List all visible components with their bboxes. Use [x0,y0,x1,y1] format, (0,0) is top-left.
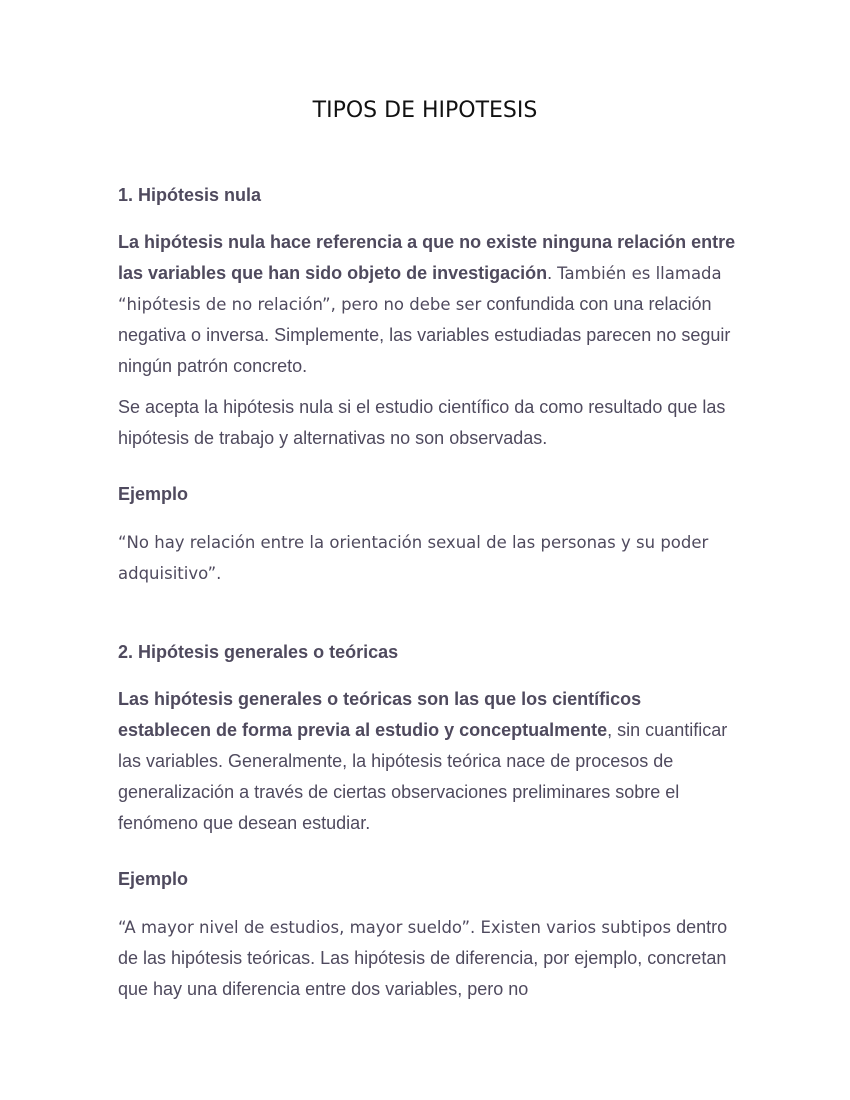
example-rest-text-2: dentro de las hipótesis teóricas. Las hipótesis de diferencia, por ejemplo, concretan que hay una diferencia entre dos variables, pero no [118,917,728,999]
definition-period: . [547,263,553,283]
definition-rest-text-2: , sin cuantificar las variables. Generalmente, la hipótesis teórica nace de procesos de generalización a través de ciertas observaciones preliminares sobre el fenómeno que desean estudiar. [118,720,728,833]
paragraph-hipotesis-generales-definition [118,684,738,839]
paragraph-ejemplo-1 [118,527,738,589]
paragraph-hipotesis-nula-acceptance: Se acepta la hipótesis nula si el estudio científico da como resultado que las hipótesis de trabajo y alternativas no son observadas. [118,397,726,448]
definition-rest-text: confundida con una relación negativa o inversa. Simplemente, las variables estudiadas parecen no seguir ningún patrón concreto. [118,294,731,376]
section-heading-ejemplo-1: Ejemplo [118,484,189,504]
section-heading-hipotesis-nula: 1. Hipótesis nula [118,185,262,205]
section-heading-ejemplo-2: Ejemplo [118,869,189,889]
definition-continuation-text: También es llamada “hipótesis de no relación”, pero no debe ser [118,264,722,314]
example-quote-text: “No hay relación entre la orientación sexual de las personas y su poder adquisitivo”. [118,533,709,583]
bold-definition-text-2: Las hipótesis generales o teóricas son las que los científicos establecen de forma previa al estudio y conceptualmente [118,689,642,740]
document-title: TIPOS DE HIPOTESIS [312,98,538,123]
paragraph-ejemplo-2 [118,912,738,1005]
bold-definition-text: La hipótesis nula hace referencia a que no existe ninguna relación entre las variables que han sido objeto de investigación [118,232,736,283]
section-heading-hipotesis-generales: 2. Hipótesis generales o teóricas [118,642,399,662]
paragraph-hipotesis-nula-definition [118,227,738,382]
example-quote-text-2: “A mayor nivel de estudios, mayor sueldo”. Existen varios subtipos [118,918,672,937]
document-body [118,180,738,1005]
